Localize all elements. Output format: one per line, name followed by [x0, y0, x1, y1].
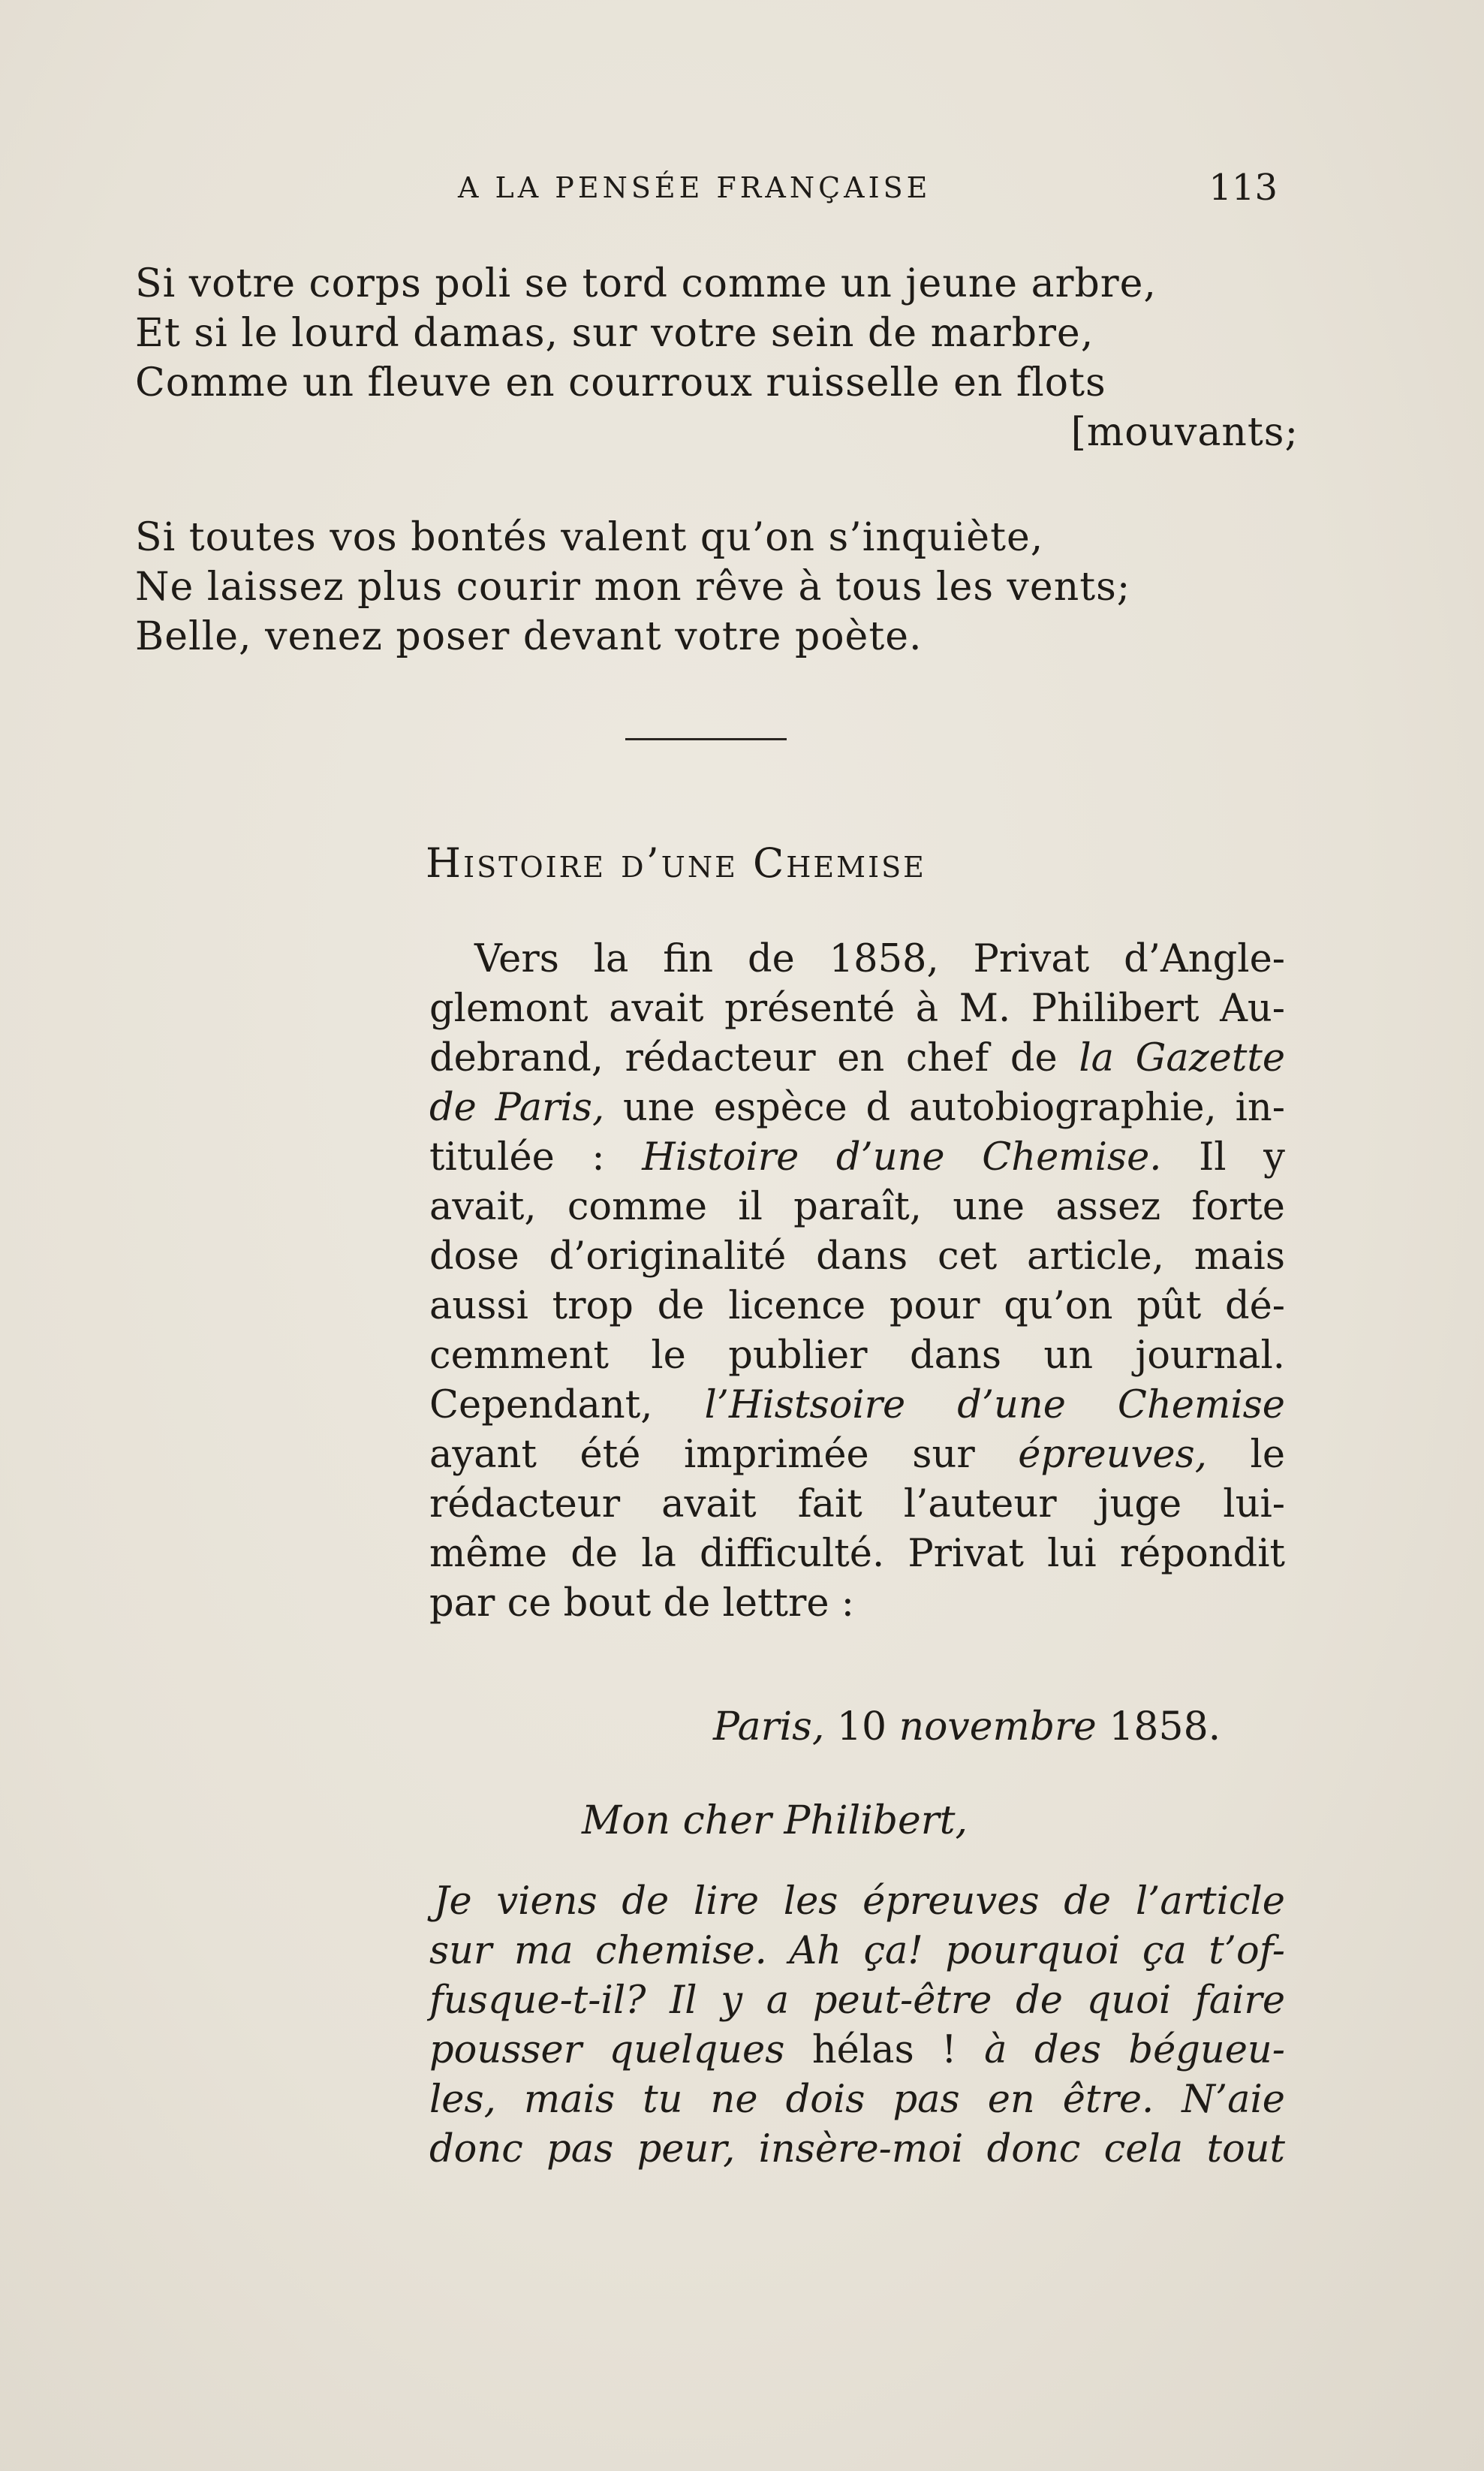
text-line: sur ma chemise. Ah ça! pourquoi ça t’of-: [429, 1929, 1285, 1973]
letter-body: [429, 1877, 1285, 2174]
text-line: aussi trop de licence pour qu’on pût dé-: [429, 1284, 1285, 1328]
letter-salutation: Mon cher Philibert,: [582, 1798, 968, 1843]
text-line: Je viens de lire les épreuves de l’article: [434, 1879, 1285, 1924]
verse-line: Si votre corps poli se tord comme un jeune arbre,: [135, 261, 1157, 306]
verse-line: Et si le lourd damas, sur votre sein de marbre,: [135, 311, 1094, 356]
text-line: glemont avait présenté à M. Philibert Au-: [429, 987, 1285, 1031]
text-line: ayant été imprimée sur épreuves, le: [429, 1433, 1286, 1477]
text-line: Cependant, l’Histsoire d’une Chemise: [429, 1383, 1285, 1427]
text-line: même de la difficulté. Privat lui répondit: [429, 1532, 1285, 1576]
running-title: A LA PENSÉE FRANÇAISE: [458, 171, 932, 204]
text-line: debrand, rédacteur en chef de la Gazette: [429, 1036, 1286, 1080]
page-number: 113: [1209, 167, 1278, 209]
text-line: dose d’originalité dans cet article, mais: [429, 1234, 1285, 1279]
verse-line: Si toutes vos bontés valent qu’on s’inquiète,: [135, 515, 1044, 560]
text-line: Vers la fin de 1858, Privat d’Angle-: [474, 937, 1285, 981]
verse-line: Comme un fleuve en courroux ruisselle en flots: [135, 360, 1106, 405]
text-line: pousser quelques hélas ! à des bégueu-: [429, 2028, 1286, 2072]
text-line: cemment le publier dans un journal.: [429, 1333, 1285, 1378]
poem-stanza-2: [135, 513, 1299, 661]
verse-line-continuation: [mouvants;: [1070, 410, 1299, 455]
poem-stanza-1: [135, 259, 1299, 457]
text-line: par ce bout de lettre :: [429, 1581, 854, 1626]
verse-line: Ne laissez plus courir mon rêve à tous les vents;: [135, 565, 1131, 610]
text-line: avait, comme il paraît, une assez forte: [429, 1185, 1285, 1229]
text-line: rédacteur avait fait l’auteur juge lui-: [429, 1482, 1285, 1526]
text-line: titulée : Histoire d’une Chemise. Il y: [429, 1135, 1285, 1180]
letter-date: Paris, 10 novembre 1858.: [713, 1704, 1221, 1749]
prose-paragraph: [429, 935, 1285, 1629]
text-line: fusque-t-il? Il y a peut-être de quoi faire: [429, 1978, 1285, 2023]
section-divider: [625, 738, 787, 740]
text-line: les, mais tu ne dois pas en être. N’aie: [429, 2078, 1285, 2122]
running-head: [0, 167, 1484, 212]
text-line: de Paris, une espèce d autobiographie, in-: [429, 1086, 1286, 1130]
verse-line: Belle, venez poser devant votre poète.: [135, 614, 923, 659]
section-title: Histoire d’une Chemise: [426, 839, 926, 887]
text-line: donc pas peur, insère-moi donc cela tout: [429, 2127, 1285, 2171]
